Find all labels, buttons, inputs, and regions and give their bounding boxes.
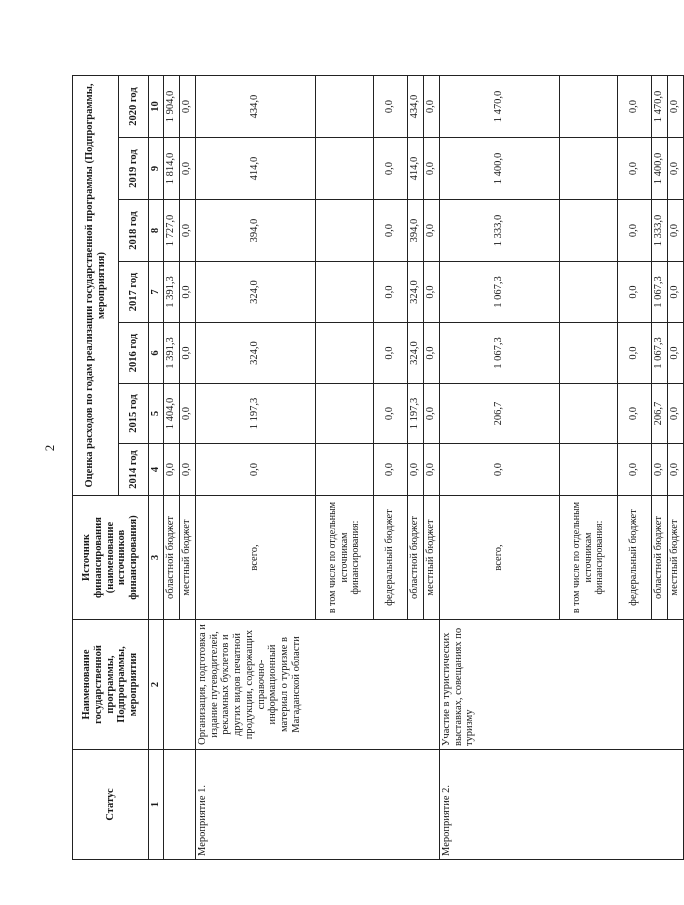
value-cell: 0,0 — [179, 323, 195, 384]
value-cell: 0,0 — [179, 444, 195, 496]
value-cell: 0,0 — [667, 323, 683, 384]
source-cell: в том числе по отдельным источникам финансирования: — [315, 496, 373, 620]
value-cell: 1 470,0 — [439, 76, 559, 138]
value-cell: 0,0 — [617, 200, 651, 262]
value-cell: 0,0 — [617, 323, 651, 384]
value-cell: 324,0 — [195, 262, 315, 323]
header-name: Наименование государственной программы, Подпрограммы, мероприятия — [73, 620, 149, 750]
value-cell: 1 727,0 — [163, 200, 179, 262]
source-cell: областной бюджет — [651, 496, 667, 620]
header-status: Статус — [73, 750, 149, 860]
header-year: 2018 год — [119, 200, 149, 262]
column-number: 6 — [149, 323, 164, 384]
value-cell: 0,0 — [617, 76, 651, 138]
value-cell: 0,0 — [667, 444, 683, 496]
source-cell: местный бюджет — [179, 496, 195, 620]
value-cell: 0,0 — [373, 384, 407, 444]
header-year: 2020 год — [119, 76, 149, 138]
value-cell: 0,0 — [179, 384, 195, 444]
value-cell: 1 067,3 — [651, 262, 667, 323]
value-cell: 0,0 — [373, 444, 407, 496]
rotated-table-wrapper — [72, 76, 681, 860]
activity-status: Мероприятие 2. — [439, 750, 683, 860]
source-cell: областной бюджет — [163, 496, 179, 620]
value-cell: 0,0 — [179, 76, 195, 138]
source-cell: местный бюджет — [423, 496, 439, 620]
value-cell — [559, 323, 617, 384]
value-cell: 0,0 — [423, 262, 439, 323]
value-cell: 394,0 — [407, 200, 423, 262]
value-cell: 324,0 — [407, 262, 423, 323]
table-row — [439, 76, 559, 860]
column-number: 4 — [149, 444, 164, 496]
value-cell — [559, 138, 617, 200]
value-cell: 0,0 — [667, 76, 683, 138]
value-cell: 0,0 — [617, 384, 651, 444]
value-cell: 1 814,0 — [163, 138, 179, 200]
column-number: 1 — [149, 750, 164, 860]
value-cell: 1 333,0 — [651, 200, 667, 262]
value-cell — [559, 200, 617, 262]
value-cell: 0,0 — [667, 384, 683, 444]
header-year: 2017 год — [119, 262, 149, 323]
value-cell — [315, 76, 373, 138]
header-row — [73, 76, 119, 860]
source-cell: в том числе по отдельным источникам финансирования: — [559, 496, 617, 620]
source-cell: местный бюджет — [667, 496, 683, 620]
value-cell: 1 067,3 — [439, 323, 559, 384]
value-cell: 1 391,3 — [163, 323, 179, 384]
table-body — [73, 76, 684, 860]
value-cell: 0,0 — [373, 138, 407, 200]
value-cell: 0,0 — [407, 444, 423, 496]
value-cell: 1 197,3 — [407, 384, 423, 444]
header-year: 2015 год — [119, 384, 149, 444]
value-cell — [315, 384, 373, 444]
column-number: 5 — [149, 384, 164, 444]
value-cell: 0,0 — [423, 444, 439, 496]
value-cell: 0,0 — [439, 444, 559, 496]
value-cell — [559, 76, 617, 138]
value-cell: 324,0 — [407, 323, 423, 384]
value-cell: 0,0 — [179, 262, 195, 323]
source-cell: всего, — [439, 496, 559, 620]
value-cell — [315, 138, 373, 200]
source-cell: всего, — [195, 496, 315, 620]
value-cell: 0,0 — [617, 262, 651, 323]
value-cell: 0,0 — [179, 138, 195, 200]
value-cell: 0,0 — [667, 262, 683, 323]
status-cell — [163, 750, 195, 860]
column-number: 8 — [149, 200, 164, 262]
value-cell: 434,0 — [407, 76, 423, 138]
value-cell: 1 400,0 — [439, 138, 559, 200]
value-cell: 0,0 — [423, 200, 439, 262]
value-cell: 0,0 — [423, 76, 439, 138]
value-cell: 414,0 — [407, 138, 423, 200]
value-cell: 324,0 — [195, 323, 315, 384]
value-cell: 0,0 — [373, 323, 407, 384]
value-cell: 0,0 — [617, 138, 651, 200]
value-cell: 206,7 — [651, 384, 667, 444]
source-cell: федеральный бюджет — [373, 496, 407, 620]
value-cell — [315, 323, 373, 384]
value-cell: 1 067,3 — [439, 262, 559, 323]
header-year: 2016 год — [119, 323, 149, 384]
page-number: 2 — [42, 444, 57, 452]
source-cell: федеральный бюджет — [617, 496, 651, 620]
value-cell: 1 067,3 — [651, 323, 667, 384]
value-cell: 0,0 — [423, 323, 439, 384]
value-cell: 0,0 — [667, 138, 683, 200]
source-cell: областной бюджет — [407, 496, 423, 620]
value-cell: 414,0 — [195, 138, 315, 200]
activity-status: Мероприятие 1. — [195, 750, 439, 860]
value-cell: 0,0 — [195, 444, 315, 496]
name-cell — [163, 620, 195, 750]
header-year: 2019 год — [119, 138, 149, 200]
value-cell: 0,0 — [651, 444, 667, 496]
value-cell: 434,0 — [195, 76, 315, 138]
value-cell — [315, 262, 373, 323]
header-year: 2014 год — [119, 444, 149, 496]
column-number: 9 — [149, 138, 164, 200]
header-estimate: Оценка расходов по годам реализации государственной программы (Подпрограммы, мероприятия) — [73, 76, 119, 496]
column-number: 3 — [149, 496, 164, 620]
value-cell: 1 404,0 — [163, 384, 179, 444]
column-number: 2 — [149, 620, 164, 750]
value-cell: 1 333,0 — [439, 200, 559, 262]
value-cell: 1 400,0 — [651, 138, 667, 200]
value-cell — [559, 262, 617, 323]
value-cell — [559, 384, 617, 444]
value-cell: 1 470,0 — [651, 76, 667, 138]
column-number: 10 — [149, 76, 164, 138]
value-cell: 0,0 — [423, 138, 439, 200]
value-cell: 1 197,3 — [195, 384, 315, 444]
value-cell: 0,0 — [667, 200, 683, 262]
value-cell: 0,0 — [373, 200, 407, 262]
value-cell: 0,0 — [179, 200, 195, 262]
value-cell: 0,0 — [617, 444, 651, 496]
column-numbers-row — [149, 76, 164, 860]
value-cell: 0,0 — [373, 262, 407, 323]
budget-table — [72, 75, 684, 860]
value-cell — [315, 444, 373, 496]
value-cell — [559, 444, 617, 496]
header-source: Источник финансирования (наименование источников финансирования) — [73, 496, 149, 620]
table-row — [163, 76, 179, 860]
value-cell: 1 391,3 — [163, 262, 179, 323]
value-cell: 0,0 — [163, 444, 179, 496]
value-cell: 394,0 — [195, 200, 315, 262]
value-cell: 0,0 — [423, 384, 439, 444]
value-cell: 0,0 — [373, 76, 407, 138]
activity-name: Участие в туристических выставках, совещаниях по туризму — [439, 620, 683, 750]
value-cell: 206,7 — [439, 384, 559, 444]
activity-name: Организация, подготовка и издание путеводителей, рекламных буклетов и других видов печатной продукции, содержащих справочно-информационный материал о туризме в Магаданской области — [195, 620, 439, 750]
value-cell: 1 904,0 — [163, 76, 179, 138]
value-cell — [315, 200, 373, 262]
table-row — [195, 76, 315, 860]
column-number: 7 — [149, 262, 164, 323]
